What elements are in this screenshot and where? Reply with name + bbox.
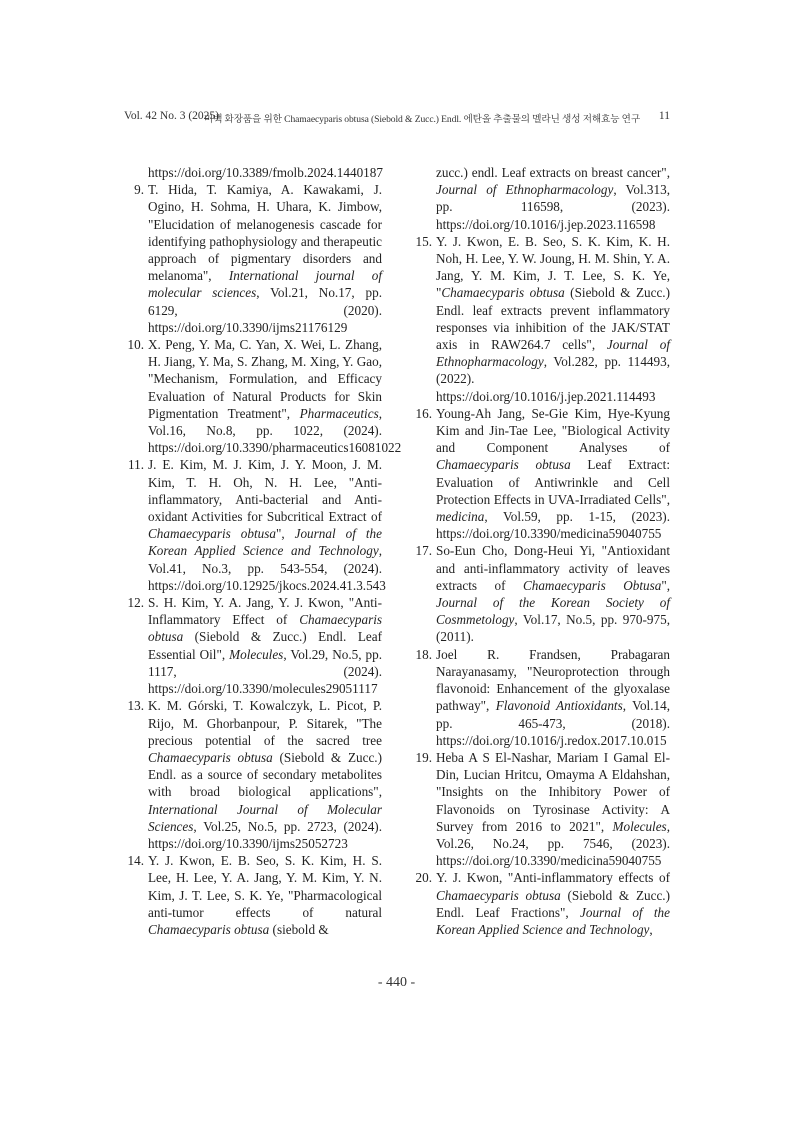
reference-text: (Siebold & Zucc.) Endl. leaf extracts prevent inflammatory responses via inhibition of the JAK/STAT axis in RAW264.7 cells", xyxy=(436,285,670,353)
reference-number: 15. xyxy=(415,233,432,249)
reference-text: Y. J. Kwon, E. B. Seo, S. K. Kim, H. S. Lee, H. Lee, Y. A. Jang, Y. M. Kim, Y. N. Kim, J. T. Lee, S. K. Ye, "Pharmacological anti-tumor effects of natural xyxy=(148,853,382,920)
reference-text: , Vol.41, No.3, pp. 543-554, (2024). https://doi.org/10.12925/jkocs.2024.41.3.543 xyxy=(148,543,386,593)
reference-text: T. Hida, T. Kamiya, A. Kawakami, J. Ogino, H. Sohma, H. Uhara, K. Jimbow, "Elucidation of melanogenesis cascade for identifying pathophysiology and therapeutic approach of pigmentary disorders and melanoma", xyxy=(148,182,382,284)
italic-title: Molecules xyxy=(229,646,284,662)
header-page-number: 11 xyxy=(658,110,670,122)
reference-item xyxy=(412,405,670,543)
italic-title: Chamaecyparis obtusa xyxy=(148,526,276,542)
reference-text: (Siebold & Zucc.) Endl. Leaf Essential Oil", xyxy=(148,629,382,662)
reference-text: , xyxy=(649,921,653,937)
reference-item xyxy=(412,749,670,869)
reference-text: (siebold & xyxy=(269,921,329,937)
italic-title: Molecules xyxy=(612,818,667,834)
italic-title: Journal of the Korean Society of Cosmmetology xyxy=(436,595,670,628)
reference-number: 20. xyxy=(415,870,432,886)
italic-title: Journal of the Korean Applied Science and Technology xyxy=(436,904,670,937)
italic-title: Chamaecyparis obtusa xyxy=(148,612,382,645)
reference-text: , Vol.59, pp. 1-15, (2023). https://doi.org/10.3390/medicina59040755 xyxy=(436,509,670,542)
reference-item xyxy=(124,697,382,852)
italic-title: Chamaecyparis obtusa xyxy=(148,749,273,765)
reference-number: 9. xyxy=(134,182,144,198)
reference-item xyxy=(124,852,382,938)
reference-number: 13. xyxy=(127,698,144,714)
reference-number: 14. xyxy=(127,853,144,869)
reference-text: So-Eun Cho, Dong-Heui Yi, "Antioxidant and anti-inflammatory activity of leaves extracts of xyxy=(436,543,670,593)
reference-text: K. M. Górski, T. Kowalczyk, L. Picot, P. Rijo, M. Ghorbanpour, P. Sitarek, "The precious potential of the sacred tree xyxy=(148,698,382,748)
reference-text: (Siebold & Zucc.) Endl. Leaf Fractions", xyxy=(436,887,670,920)
reference-list-right xyxy=(412,233,670,938)
reference-text: , Vol.25, No.5, pp. 2723, (2024). https://doi.org/10.3390/ijms25052723 xyxy=(148,818,382,851)
reference-number: 19. xyxy=(415,749,432,765)
reference-item xyxy=(124,594,382,697)
italic-title: Journal of Ethnopharmacology xyxy=(436,182,614,198)
italic-title: Pharmaceutics xyxy=(299,405,379,421)
reference-text: Heba A S El-Nashar, Mariam I Gamal El-Din, Lucian Hritcu, Omayma A Eldahshan, "Insights on the Inhibitory Power of Flavonoids on Tyrosinase Activity: A Survey from 2016 to 2021", xyxy=(436,749,670,834)
italic-title: Chamaecyparis obtusa xyxy=(441,285,565,301)
reference-text: Joel R. Frandsen, Prabagaran Narayanasamy, "Neuroprotection through flavonoid: Enhancement of the glyoxalase pathway", xyxy=(436,646,670,714)
reference-text: Leaf Extract: Evaluation of Antiwrinkle and Cell Protection Effects in UVA-Irradiated Cells", xyxy=(436,457,670,507)
italic-title: Chamaecyparis obtusa xyxy=(436,457,571,473)
reference-number: 17. xyxy=(415,543,432,559)
reference-item xyxy=(412,233,670,405)
reference-text: (Siebold & Zucc.) Endl. as a source of secondary metabolites with broad biological applications", xyxy=(148,749,382,800)
references-left-column xyxy=(124,164,402,938)
italic-title: Chamaecyparis obtusa xyxy=(436,887,561,903)
reference-item xyxy=(124,336,402,456)
reference-text: , Vol.14, pp. 465-473, (2018). https://doi.org/10.1016/j.redox.2017.10.015 xyxy=(436,698,670,748)
reference-text: X. Peng, Y. Ma, C. Yan, X. Wei, L. Zhang, H. Jiang, Y. Ma, S. Zhang, M. Xing, Y. Gao, "Mechanism, Formulation, and Efficacy Evaluation of Natural Products for Skin Pigmentation Treatment", xyxy=(148,337,382,421)
reference-item xyxy=(412,646,670,749)
reference-text: , Vol.313, pp. 116598, (2023). https://doi.org/10.1016/j.jep.2023.116598 xyxy=(436,182,670,232)
reference-text: , Vol.16, No.8, pp. 1022, (2024). https://doi.org/10.3390/pharmaceutics16081022 xyxy=(148,405,402,456)
reference-item xyxy=(412,869,670,938)
references-right-column xyxy=(412,164,670,938)
reference-number: 12. xyxy=(127,595,144,611)
italic-title: Flavonoid Antioxidants xyxy=(495,698,623,714)
reference-text: Y. J. Kwon, E. B. Seo, S. K. Kim, K. H. Noh, H. Lee, Y. W. Joung, H. M. Shin, Y. A. Jang, Y. M. Kim, J. T. Lee, S. K. Ye, " xyxy=(436,233,670,301)
reference-text: J. E. Kim, M. J. Kim, J. Y. Moon, J. M. Kim, T. H. Oh, N. H. Lee, "Anti-inflammatory, Anti-bacterial and Anti-oxidant Activities for Subcritical Extract of xyxy=(148,457,382,525)
reference-text: , Vol.26, No.24, pp. 7546, (2023). https://doi.org/10.3390/medicina59040755 xyxy=(436,818,670,869)
reference-item xyxy=(124,181,382,336)
reference-item xyxy=(124,456,386,594)
reference-text: , Vol.29, No.5, pp. 1117, (2024). https://doi.org/10.3390/molecules29051117 xyxy=(148,646,382,697)
italic-title: Chamaecyparis Obtusa xyxy=(522,577,662,593)
reference-text: , Vol.282, pp. 114493, (2022). https://doi.org/10.1016/j.jep.2021.114493 xyxy=(436,354,670,404)
running-title: 미백 화장품을 위한 Chamaecyparis obtusa (Siebold & Zucc.) Endl. 에탄올 추출물의 멜라닌 생성 저해효능 연구 xyxy=(203,114,640,125)
italic-title: medicina xyxy=(436,509,485,525)
italic-title: International journal of molecular sciences xyxy=(148,268,382,301)
journal-volume: Vol. 42 No. 3 (2025) xyxy=(124,110,219,122)
italic-title: Journal of Ethnopharmacology xyxy=(436,337,670,370)
italic-title: International Journal of Molecular Sciences xyxy=(148,801,382,834)
italic-title: Journal of the Korean Applied Science and Technology xyxy=(148,526,382,559)
reference-text: Y. J. Kwon, "Anti-inflammatory effects of xyxy=(436,870,670,886)
running-header xyxy=(124,110,670,128)
reference-list-left xyxy=(124,181,402,938)
reference-text: , Vol.21, No.17, pp. 6129, (2020). https://doi.org/10.3390/ijms21176129 xyxy=(148,285,382,335)
reference-continuation: https://doi.org/10.3389/fmolb.2024.1440187 xyxy=(148,165,383,180)
reference-number: 11. xyxy=(128,457,144,473)
italic-title: Chamaecyparis obtusa xyxy=(148,921,270,937)
reference-text: ", xyxy=(661,577,670,593)
reference-text: ", xyxy=(275,526,295,542)
reference-text: zucc.) endl. Leaf extracts on breast cancer", xyxy=(436,165,670,180)
page-number: - 440 - xyxy=(377,975,416,990)
reference-item xyxy=(412,542,670,645)
reference-continuation xyxy=(412,164,670,233)
reference-number: 18. xyxy=(415,646,432,662)
reference-text: S. H. Kim, Y. A. Jang, Y. J. Kwon, "Anti-Inflammatory Effect of xyxy=(148,595,382,628)
reference-text: , Vol.17, No.5, pp. 970-975, (2011). xyxy=(436,612,670,645)
reference-number: 16. xyxy=(415,405,432,421)
reference-number: 10. xyxy=(127,337,144,353)
reference-text: Young-Ah Jang, Se-Gie Kim, Hye-Kyung Kim and Jin-Tae Lee, "Biological Activity and Component Analyses of xyxy=(436,405,670,456)
